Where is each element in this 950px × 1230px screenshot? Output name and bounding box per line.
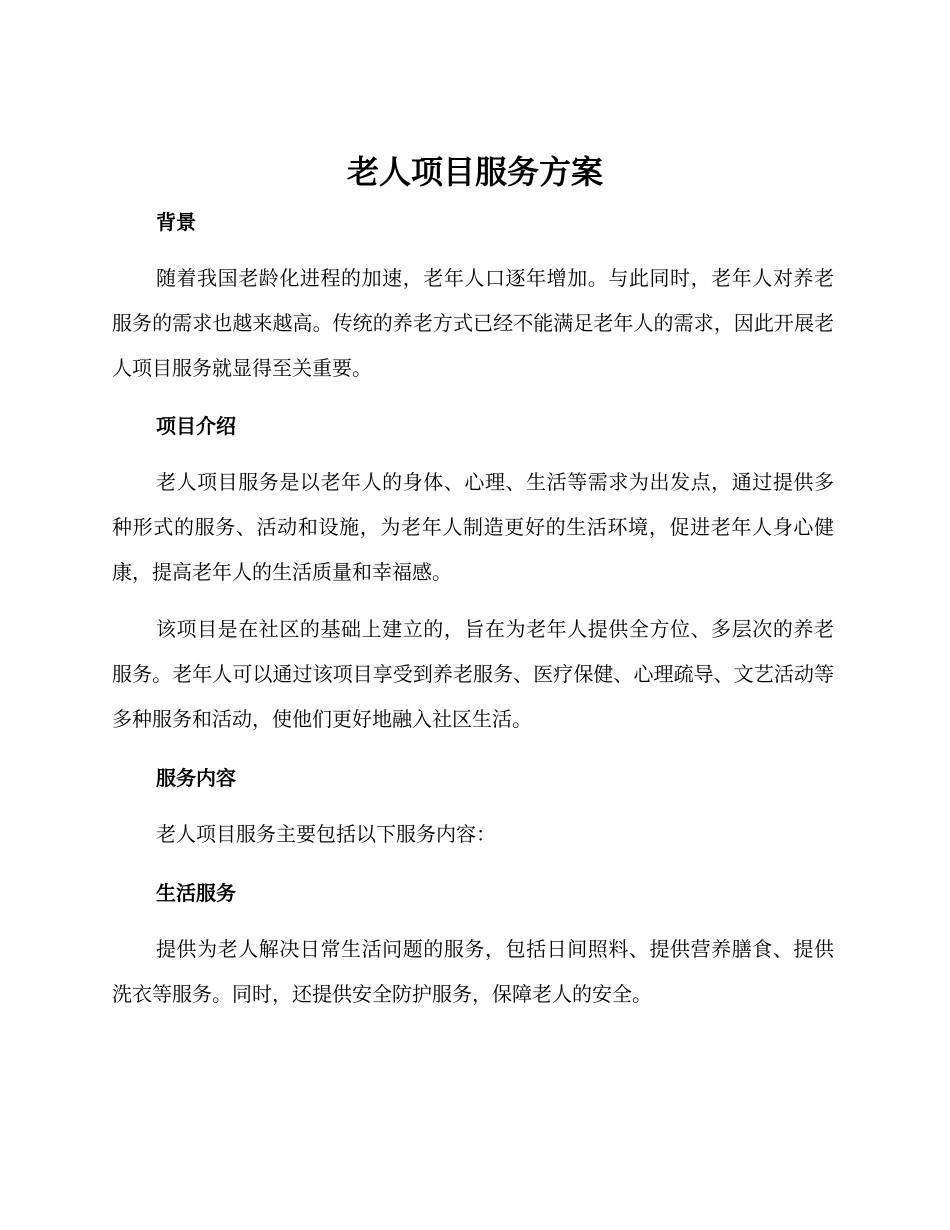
paragraph-project-intro-2: 该项目是在社区的基础上建立的，旨在为老年人提供全方位、多层次的养老服务。老年人可以通过该项目享受到养老服务、医疗保健、心理疏导、文艺活动等多种服务和活动，使他们更好地融入社区生活。 — [112, 617, 834, 731]
paragraph-life-services: 提供为老人解决日常生活问题的服务，包括日间照料、提供营养膳食、提供洗衣等服务。同时，还提供安全防护服务，保障老人的安全。 — [112, 937, 834, 1006]
section-heading-life-services: 生活服务 — [156, 881, 236, 905]
section-heading-service-content: 服务内容 — [156, 766, 236, 790]
paragraph-background: 随着我国老龄化进程的加速，老年人口逐年增加。与此同时，老年人对养老服务的需求也越来越高。传统的养老方式已经不能满足老年人的需求，因此开展老人项目服务就显得至关重要。 — [112, 266, 834, 380]
paragraph-project-intro-1: 老人项目服务是以老年人的身体、心理、生活等需求为出发点，通过提供多种形式的服务、活动和设施，为老年人制造更好的生活环境，促进老年人身心健康，提高老年人的生活质量和幸福感。 — [112, 470, 834, 584]
document-title: 老人项目服务方案 — [346, 153, 603, 191]
paragraph-service-content: 老人项目服务主要包括以下服务内容： — [156, 822, 496, 846]
section-heading-background: 背景 — [156, 210, 196, 234]
section-heading-project-intro: 项目介绍 — [156, 414, 236, 438]
